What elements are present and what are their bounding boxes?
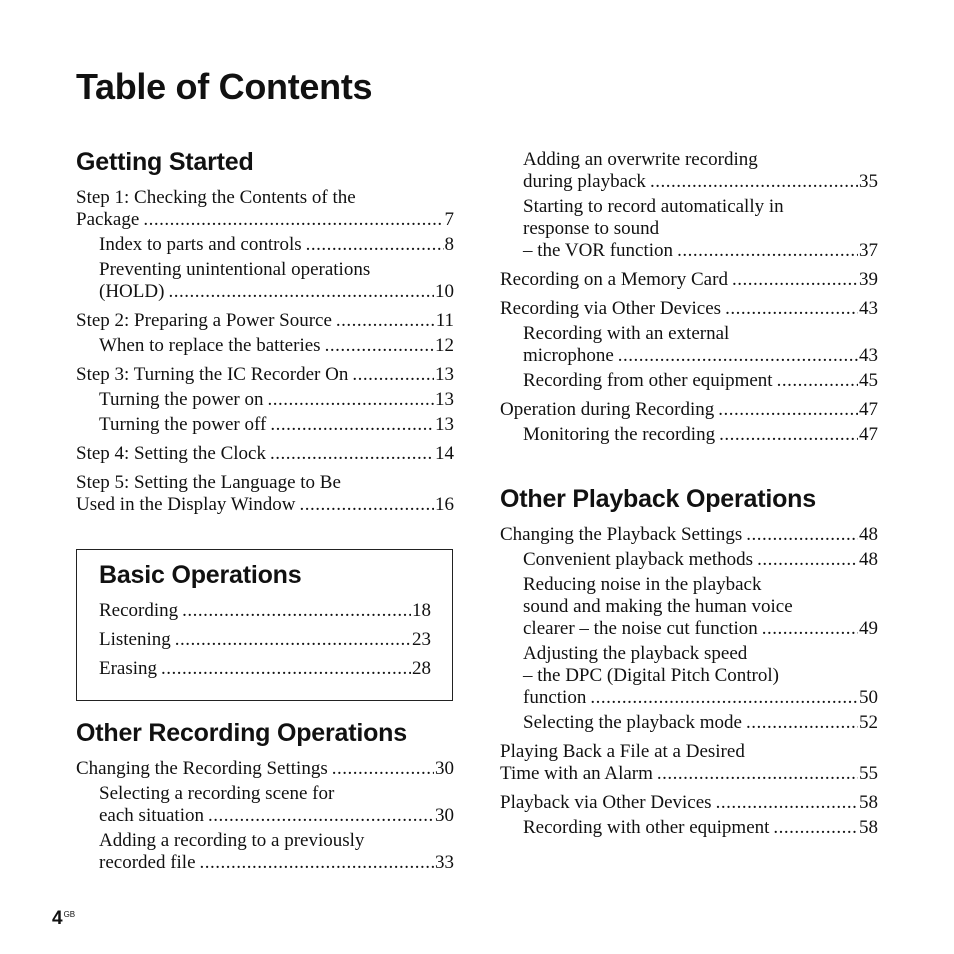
toc-entry-label: microphone <box>523 345 614 366</box>
toc-entry-label: Playback via Other Devices <box>500 792 712 813</box>
leader-dots <box>746 524 858 546</box>
toc-list-other-playback <box>500 524 878 839</box>
toc-entry-page: 37 <box>859 240 878 261</box>
leader-dots <box>773 817 858 839</box>
toc-entry[interactable] <box>500 524 878 546</box>
toc-entry-label: Operation during Recording <box>500 399 715 420</box>
toc-entry-label: – the VOR function <box>523 240 674 261</box>
leader-dots <box>757 549 858 571</box>
toc-entry-label: When to replace the batteries <box>99 335 321 356</box>
leader-dots <box>650 171 858 193</box>
leader-dots <box>325 335 434 357</box>
toc-entry[interactable] <box>500 399 878 421</box>
toc-entry-label: Step 3: Turning the IC Recorder On <box>76 364 349 385</box>
toc-entry[interactable] <box>500 370 878 392</box>
leader-dots <box>590 687 858 709</box>
toc-entry-page: 52 <box>859 712 878 733</box>
leader-dots <box>732 269 858 291</box>
leader-dots <box>719 424 858 446</box>
toc-entry[interactable] <box>500 149 878 193</box>
toc-entry-page: 18 <box>412 600 431 621</box>
toc-entry-page: 13 <box>435 389 454 410</box>
toc-entry[interactable] <box>500 298 878 320</box>
toc-entry[interactable] <box>500 549 878 571</box>
leader-dots <box>716 792 858 814</box>
toc-entry[interactable] <box>500 643 878 709</box>
toc-entry-page: 28 <box>412 658 431 679</box>
toc-entry-page: 48 <box>859 549 878 570</box>
toc-entry-label: Preventing unintentional operations <box>99 259 371 280</box>
toc-entry[interactable] <box>500 817 878 839</box>
toc-entry-page: 12 <box>435 335 454 356</box>
toc-entry-label: Recording on a Memory Card <box>500 269 728 290</box>
toc-entry-page: 47 <box>859 399 878 420</box>
toc-entry-label: function <box>523 687 587 708</box>
toc-entry-page: 35 <box>859 171 878 192</box>
toc-entry-label: Erasing <box>99 658 158 679</box>
toc-entry[interactable] <box>500 574 878 640</box>
toc-entry-page: 11 <box>435 310 454 331</box>
toc-entry[interactable] <box>500 196 878 262</box>
toc-entry-label: Recording from other equipment <box>523 370 773 391</box>
toc-entry-label: during playback <box>523 171 646 192</box>
leader-dots <box>777 370 858 392</box>
page-title: Table of Contents <box>76 66 373 107</box>
toc-entry-page: 47 <box>859 424 878 445</box>
toc-entry[interactable] <box>500 741 878 785</box>
toc-entry-label: response to sound <box>523 218 660 239</box>
toc-entry-label: recorded file <box>99 852 196 873</box>
page-number-value: 4 <box>52 908 63 929</box>
heading-other-playback-operations: Other Playback Operations <box>500 485 816 513</box>
toc-entry-label: Adding a recording to a previously <box>99 830 365 851</box>
leader-dots <box>143 209 443 231</box>
toc-entry-label: Time with an Alarm <box>500 763 653 784</box>
toc-entry[interactable] <box>500 323 878 367</box>
toc-entry[interactable] <box>99 658 431 680</box>
toc-entry-page: 30 <box>435 758 454 779</box>
toc-entry-page: 39 <box>859 269 878 290</box>
heading-other-recording-operations: Other Recording Operations <box>76 719 407 747</box>
toc-entry-page: 23 <box>412 629 431 650</box>
toc-entry-page: 8 <box>444 234 454 255</box>
leader-dots <box>299 494 434 516</box>
toc-entry[interactable] <box>76 472 454 516</box>
toc-entry-page: 30 <box>435 805 454 826</box>
toc-entry-label: Selecting the playback mode <box>523 712 742 733</box>
toc-entry-label: Step 2: Preparing a Power Source <box>76 310 332 331</box>
leader-dots <box>208 805 434 827</box>
toc-entry-page: 45 <box>859 370 878 391</box>
heading-basic-operations: Basic Operations <box>99 561 302 589</box>
toc-list-other-recording <box>76 758 454 874</box>
toc-entry[interactable] <box>99 629 431 651</box>
toc-entry-label: sound and making the human voice <box>523 596 793 617</box>
toc-entry-page: 58 <box>859 792 878 813</box>
toc-entry-page: 13 <box>435 414 454 435</box>
page-number <box>52 908 75 930</box>
toc-entry[interactable] <box>76 414 454 436</box>
toc-entry[interactable] <box>76 310 454 332</box>
toc-entry-label: Listening <box>99 629 171 650</box>
toc-list-basic-operations <box>99 600 431 680</box>
toc-entry-page: 7 <box>444 209 454 230</box>
toc-entry[interactable] <box>76 389 454 411</box>
toc-entry-label: Index to parts and controls <box>99 234 302 255</box>
toc-entry[interactable] <box>76 443 454 465</box>
toc-entry[interactable] <box>99 600 431 622</box>
toc-entry-label: Monitoring the recording <box>523 424 716 445</box>
toc-entry-page: 43 <box>859 298 878 319</box>
leader-dots <box>657 763 858 785</box>
toc-entry-page: 13 <box>435 364 454 385</box>
leader-dots <box>161 658 411 680</box>
heading-getting-started: Getting Started <box>76 148 254 176</box>
toc-entry[interactable] <box>500 712 878 734</box>
toc-entry-label: Starting to record automatically in <box>523 196 784 217</box>
toc-entry-label: Recording via Other Devices <box>500 298 722 319</box>
toc-entry[interactable] <box>76 335 454 357</box>
toc-entry-label: Package <box>76 209 140 230</box>
toc-entry-page: 10 <box>435 281 454 302</box>
leader-dots <box>618 345 858 367</box>
toc-entry-label: Adjusting the playback speed <box>523 643 748 664</box>
leader-dots <box>718 399 858 421</box>
toc-list-recording-continued <box>500 149 878 446</box>
toc-entry[interactable] <box>500 424 878 446</box>
toc-entry-page: 58 <box>859 817 878 838</box>
toc-entry[interactable] <box>500 269 878 291</box>
toc-entry-label: Step 4: Setting the Clock <box>76 443 266 464</box>
toc-entry[interactable] <box>76 259 454 303</box>
toc-entry-label: Recording with other equipment <box>523 817 770 838</box>
toc-entry-label: Changing the Playback Settings <box>500 524 743 545</box>
toc-entry-page: 43 <box>859 345 878 366</box>
leader-dots <box>200 852 434 874</box>
toc-entry[interactable] <box>76 187 454 231</box>
toc-entry-label: Convenient playback methods <box>523 549 754 570</box>
toc-entry-label: (HOLD) <box>99 281 165 302</box>
toc-entry[interactable] <box>76 758 454 780</box>
page-number-suffix: GB <box>63 910 76 919</box>
leader-dots <box>677 240 858 262</box>
toc-entry-label: Recording with an external <box>523 323 730 344</box>
toc-entry-label: Turning the power off <box>99 414 267 435</box>
toc-entry-page: 16 <box>435 494 454 515</box>
toc-entry-label: each situation <box>99 805 204 826</box>
leader-dots <box>762 618 858 640</box>
toc-entry-label: Adding an overwrite recording <box>523 149 758 170</box>
toc-entry-label: Playing Back a File at a Desired <box>500 741 745 762</box>
toc-entry-page: 55 <box>859 763 878 784</box>
toc-entry-label: – the DPC (Digital Pitch Control) <box>523 665 779 686</box>
leader-dots <box>746 712 858 734</box>
leader-dots <box>175 629 411 651</box>
leader-dots <box>336 310 435 332</box>
leader-dots <box>182 600 411 622</box>
toc-entry-label: clearer – the noise cut function <box>523 618 758 639</box>
toc-entry-page: 33 <box>435 852 454 873</box>
toc-entry-label: Step 5: Setting the Language to Be <box>76 472 341 493</box>
toc-entry[interactable] <box>500 792 878 814</box>
leader-dots <box>352 364 434 386</box>
toc-entry-label: Reducing noise in the playback <box>523 574 762 595</box>
toc-entry-page: 48 <box>859 524 878 545</box>
toc-entry-label: Step 1: Checking the Contents of the <box>76 187 356 208</box>
toc-list-getting-started <box>76 187 454 516</box>
toc-entry[interactable] <box>76 364 454 386</box>
leader-dots <box>268 389 435 411</box>
toc-entry-label: Used in the Display Window <box>76 494 296 515</box>
toc-entry-page: 49 <box>859 618 878 639</box>
toc-entry-label: Recording <box>99 600 179 621</box>
toc-entry-label: Selecting a recording scene for <box>99 783 335 804</box>
leader-dots <box>270 414 434 436</box>
toc-entry-page: 14 <box>435 443 454 464</box>
toc-entry[interactable] <box>76 783 454 827</box>
toc-entry-label: Turning the power on <box>99 389 264 410</box>
leader-dots <box>270 443 434 465</box>
toc-entry[interactable] <box>76 830 454 874</box>
leader-dots <box>306 234 444 256</box>
leader-dots <box>168 281 434 303</box>
toc-entry[interactable] <box>76 234 454 256</box>
toc-entry-page: 50 <box>859 687 878 708</box>
toc-entry-label: Changing the Recording Settings <box>76 758 328 779</box>
leader-dots <box>725 298 858 320</box>
leader-dots <box>332 758 434 780</box>
